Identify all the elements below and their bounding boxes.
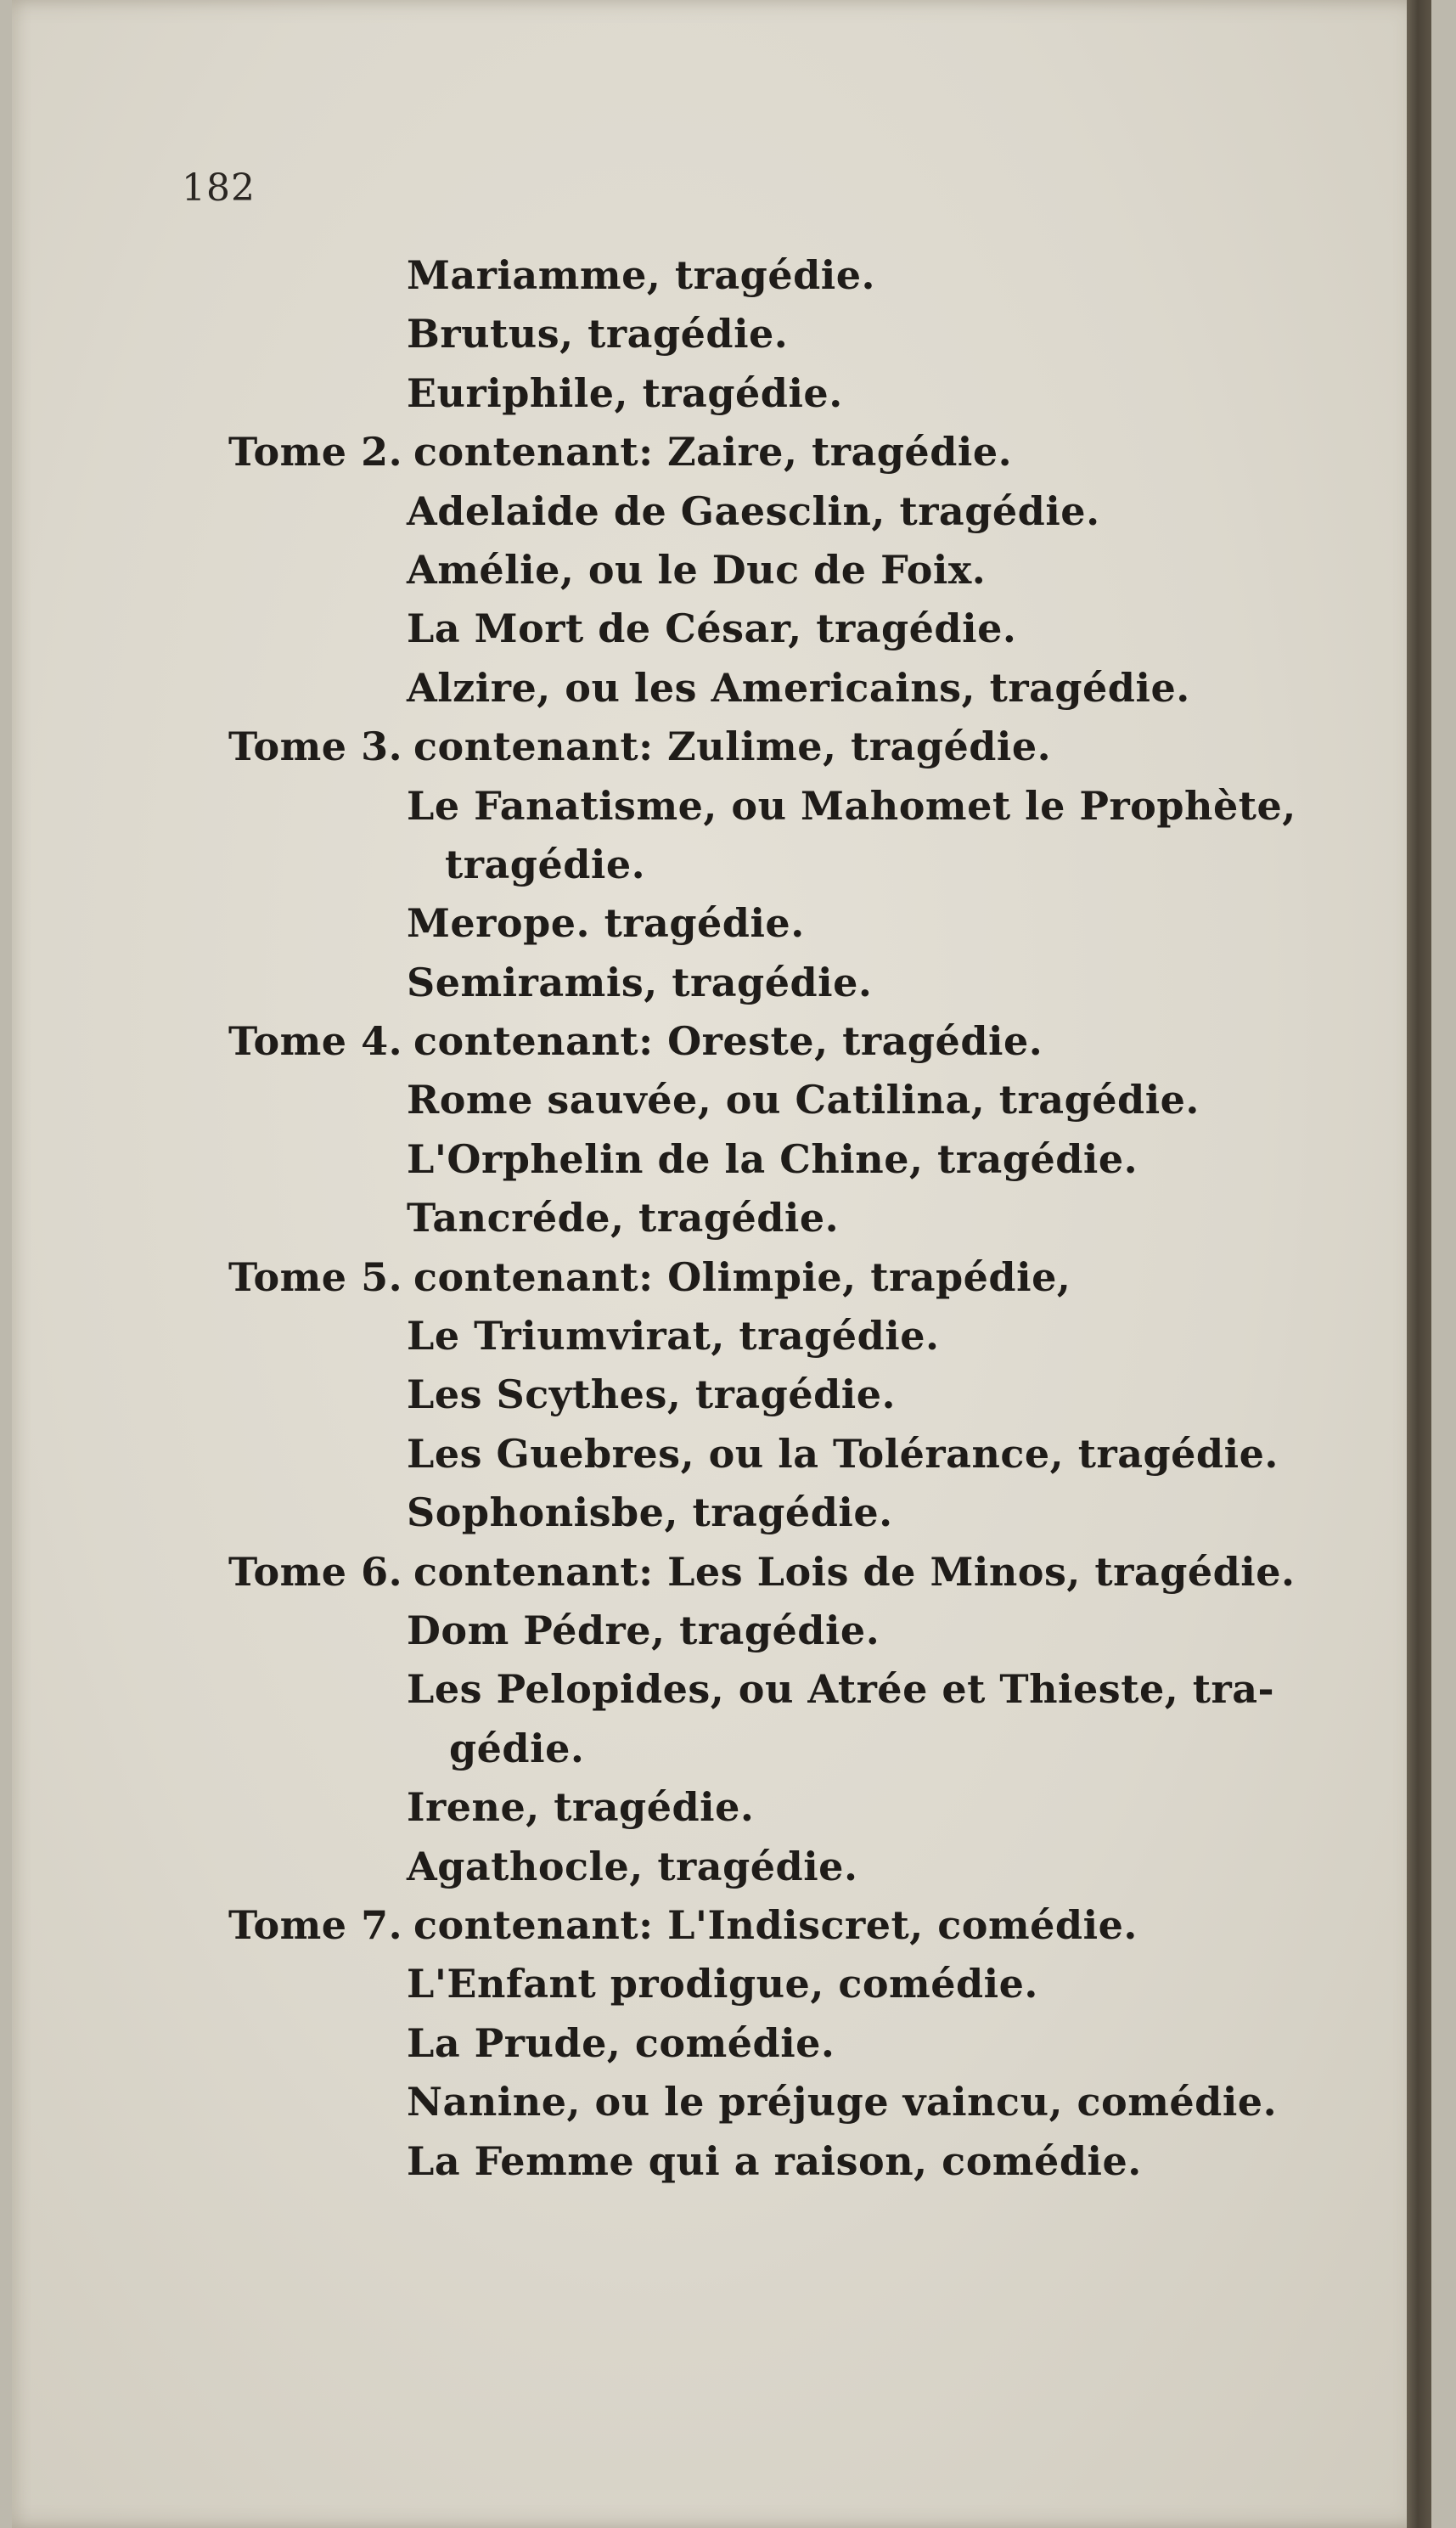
work-title-line: La Prude, comédie. bbox=[407, 2019, 835, 2066]
tome-label: Tome 2. bbox=[228, 429, 403, 476]
work-title-line: Alzire, ou les Americains, tragédie. bbox=[407, 664, 1190, 711]
work-title-line: Rome sauvée, ou Catilina, tragédie. bbox=[407, 1077, 1200, 1123]
work-title-line: Merope. tragédie. bbox=[407, 900, 805, 947]
work-title-line: Euriphile, tragédie. bbox=[407, 369, 843, 416]
work-title-line: L'Enfant prodigue, comédie. bbox=[407, 1961, 1038, 2007]
work-title-line: La Mort de César, tragédie. bbox=[407, 605, 1017, 652]
work-title-line: Mariamme, tragédie. bbox=[407, 252, 876, 298]
continuation-line: tragédie. bbox=[445, 841, 646, 887]
work-title-line: Les Pelopides, ou Atrée et Thieste, tra- bbox=[407, 1666, 1275, 1713]
work-title-line: Semiramis, tragédie. bbox=[407, 959, 873, 1005]
tome-heading bbox=[12, 1896, 1447, 1955]
tome-heading bbox=[12, 1012, 1447, 1071]
work-title-line: Adelaide de Gaesclin, tragédie. bbox=[407, 487, 1100, 534]
tome-contents-text: contenant: Zaire, tragédie. bbox=[413, 429, 1013, 476]
page-number: 182 bbox=[182, 166, 256, 210]
work-title-line: Le Triumvirat, tragédie. bbox=[407, 1313, 940, 1360]
work-title-line: Sophonisbe, tragédie. bbox=[407, 1489, 893, 1536]
work-title-line: Les Scythes, tragédie. bbox=[407, 1371, 897, 1418]
tome-label: Tome 7. bbox=[228, 1901, 403, 1948]
tome-contents-text: contenant: Oreste, tragédie. bbox=[413, 1018, 1043, 1065]
work-title-line: Tancréde, tragédie. bbox=[407, 1195, 840, 1241]
work-title-line: Le Fanatisme, ou Mahomet le Prophète, bbox=[407, 782, 1296, 829]
tome-label: Tome 5. bbox=[228, 1253, 403, 1300]
tome-heading bbox=[12, 718, 1447, 776]
tome-label: Tome 4. bbox=[228, 1018, 403, 1065]
work-title-line: Nanine, ou le préjuge vaincu, comédie. bbox=[407, 2079, 1278, 2125]
book-page bbox=[12, 0, 1431, 2528]
tome-contents-text: contenant: Zulime, tragédie. bbox=[413, 723, 1052, 770]
tome-label: Tome 6. bbox=[228, 1548, 403, 1595]
work-title-line: Les Guebres, ou la Tolérance, tragédie. bbox=[407, 1430, 1279, 1477]
tome-heading bbox=[12, 423, 1447, 481]
work-title-line: Agathocle, tragédie. bbox=[407, 1843, 858, 1889]
work-title-line: Brutus, tragédie. bbox=[407, 311, 789, 358]
tome-heading bbox=[12, 1543, 1447, 1602]
tome-heading bbox=[12, 1248, 1447, 1307]
work-title-line: Amélie, ou le Duc de Foix. bbox=[407, 546, 987, 593]
work-title-line: Dom Pédre, tragédie. bbox=[407, 1607, 880, 1653]
tome-contents-text: contenant: Olimpie, trapédie, bbox=[413, 1253, 1071, 1300]
tome-label: Tome 3. bbox=[228, 723, 403, 770]
work-title-line: L'Orphelin de la Chine, tragédie. bbox=[407, 1135, 1138, 1182]
work-title-line: Irene, tragédie. bbox=[407, 1784, 755, 1831]
continuation-line: gédie. bbox=[449, 1725, 585, 1771]
table-of-contents bbox=[12, 246, 1447, 2191]
work-title-line: La Femme qui a raison, comédie. bbox=[407, 2137, 1142, 2184]
tome-contents-text: contenant: Les Lois de Minos, tragédie. bbox=[413, 1548, 1296, 1595]
tome-contents-text: contenant: L'Indiscret, comédie. bbox=[413, 1901, 1138, 1948]
